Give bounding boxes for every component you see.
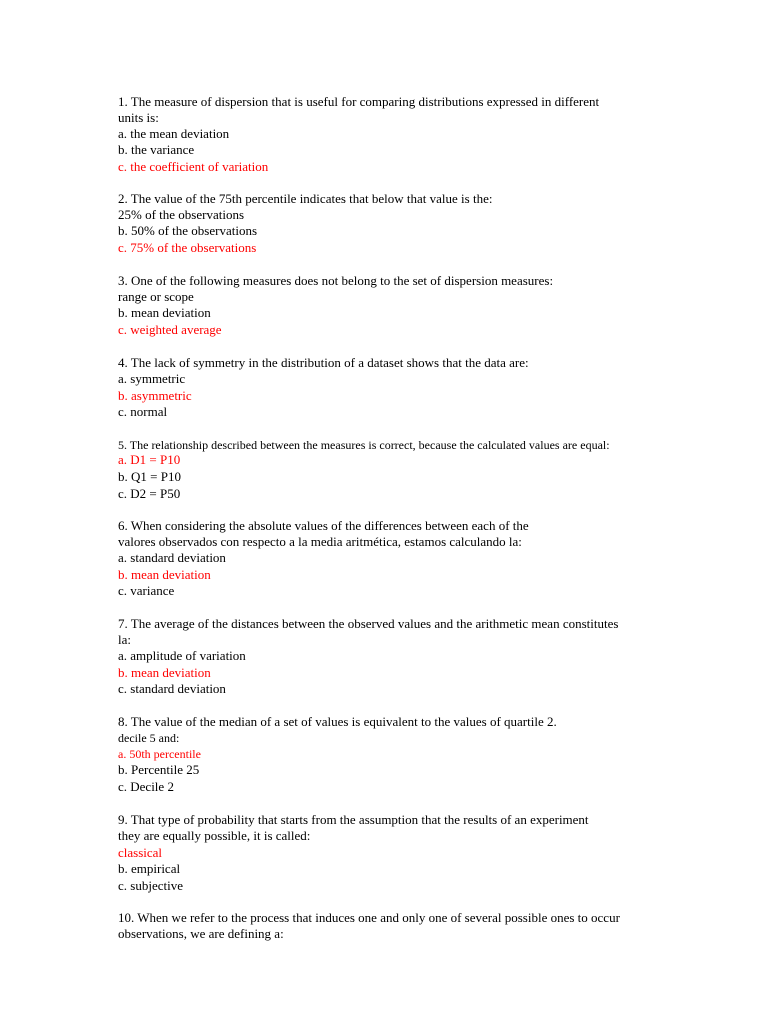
question-8-text: 8. The value of the median of a set of values is equivalent to the values of quartile 2. bbox=[118, 714, 557, 729]
question-8-option: c. Decile 2 bbox=[118, 779, 174, 794]
question-6-option: c. variance bbox=[118, 583, 175, 598]
question-7-text-continued: la: bbox=[118, 632, 131, 647]
question-1-text: 1. The measure of dispersion that is useful for comparing distributions expressed in different bbox=[118, 94, 600, 109]
question-9-answer: classical bbox=[118, 845, 163, 860]
question-4-text: 4. The lack of symmetry in the distribution of a dataset shows that the data are: bbox=[118, 355, 529, 370]
question-3-option: range or scope bbox=[118, 289, 194, 304]
question-1-option: b. the variance bbox=[118, 142, 195, 157]
question-6-option: a. standard deviation bbox=[118, 550, 226, 565]
question-6-answer: b. mean deviation bbox=[118, 567, 211, 582]
question-4-option: a. symmetric bbox=[118, 371, 186, 386]
question-4-answer: b. asymmetric bbox=[118, 388, 192, 403]
question-4-option: c. normal bbox=[118, 404, 168, 419]
question-5-option: b. Q1 = P10 bbox=[118, 469, 181, 484]
question-7-text: 7. The average of the distances between the observed values and the arithmetic mean constitutes bbox=[118, 616, 619, 631]
question-7-answer: b. mean deviation bbox=[118, 665, 211, 680]
question-8-answer: a. 50th percentile bbox=[118, 747, 201, 761]
question-3-text: 3. One of the following measures does not belong to the set of dispersion measures: bbox=[118, 273, 554, 288]
question-9-text: 9. That type of probability that starts from the assumption that the results of an experiment bbox=[118, 812, 589, 827]
question-10-text-continued: observations, we are defining a: bbox=[118, 926, 284, 941]
question-1-answer: c. the coefficient of variation bbox=[118, 159, 269, 174]
question-1-text-continued: units is: bbox=[118, 110, 159, 125]
question-2-option: 25% of the observations bbox=[118, 207, 245, 222]
question-10-text: 10. When we refer to the process that induces one and only one of several possible ones to occur bbox=[118, 910, 620, 925]
question-7-option: c. standard deviation bbox=[118, 681, 226, 696]
question-9-option: b. empirical bbox=[118, 861, 181, 876]
question-6-text-continued: valores observados con respecto a la media aritmética, estamos calculando la: bbox=[118, 534, 522, 549]
question-9-option: c. subjective bbox=[118, 878, 183, 893]
question-2-option: b. 50% of the observations bbox=[118, 223, 258, 238]
question-2-answer: c. 75% of the observations bbox=[118, 240, 257, 255]
question-2-text: 2. The value of the 75th percentile indicates that below that value is the: bbox=[118, 191, 493, 206]
question-3-option: b. mean deviation bbox=[118, 305, 211, 320]
question-1-option: a. the mean deviation bbox=[118, 126, 230, 141]
question-8-text-continued: decile 5 and: bbox=[118, 731, 180, 745]
question-7-option: a. amplitude of variation bbox=[118, 648, 246, 663]
question-6-text: 6. When considering the absolute values of the differences between each of the bbox=[118, 518, 529, 533]
question-5-answer: a. D1 = P10 bbox=[118, 452, 181, 467]
question-5-text: 5. The relationship described between the measures is correct, because the calculated values are equal: bbox=[118, 438, 610, 452]
question-9-text-continued: they are equally possible, it is called: bbox=[118, 828, 311, 843]
question-8-option: b. Percentile 25 bbox=[118, 762, 200, 777]
question-5-option: c. D2 = P50 bbox=[118, 486, 181, 501]
question-3-answer: c. weighted average bbox=[118, 322, 222, 337]
